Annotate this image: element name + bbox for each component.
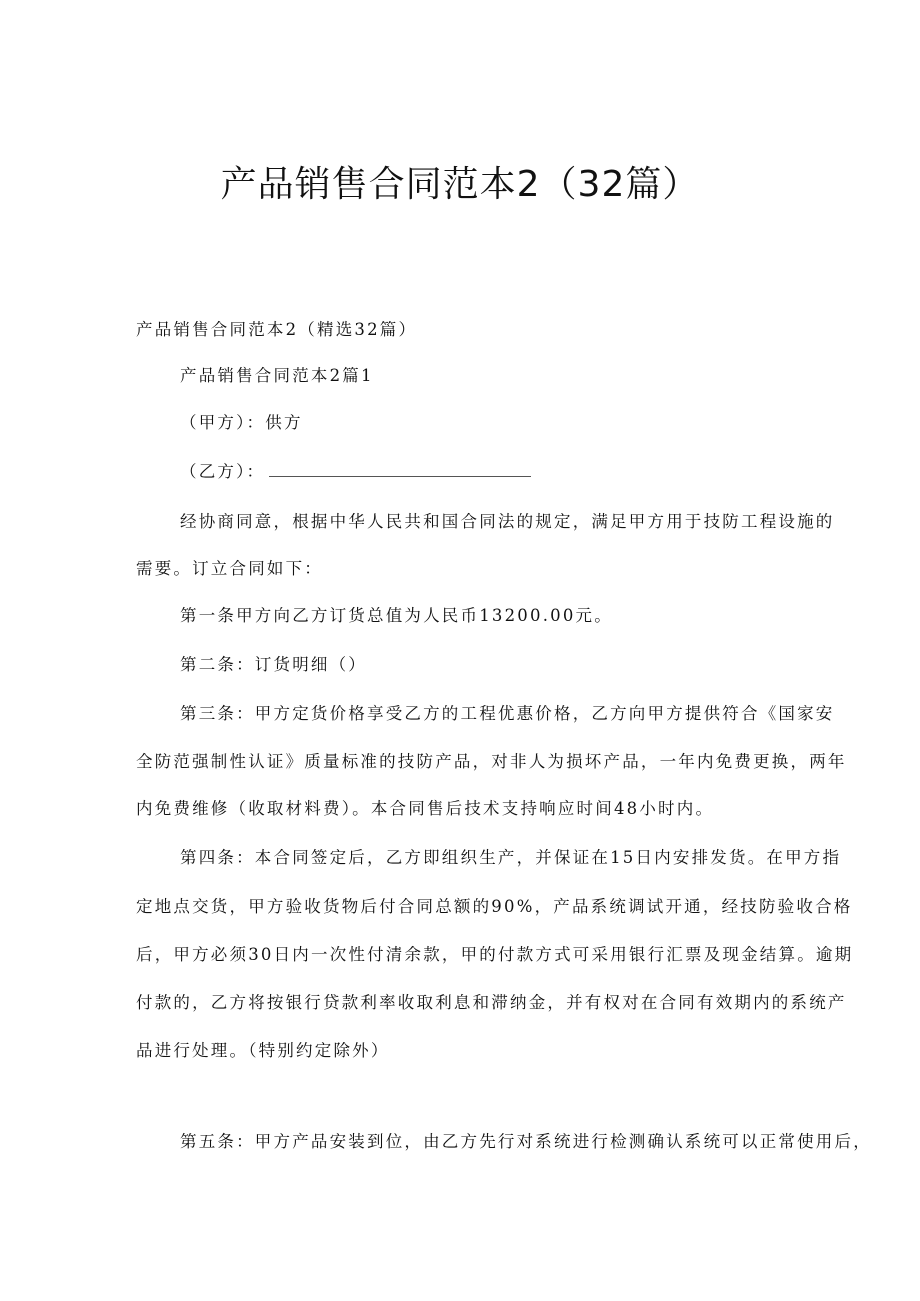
article-4-line-1: 第四条：本合同签定后，乙方即组织生产，并保证在15日内安排发货。在甲方指 — [180, 848, 842, 867]
intro-line-1: 经协商同意，根据中华人民共和国合同法的规定，满足甲方用于技防工程设施的 — [180, 512, 835, 531]
party-b-line — [180, 460, 531, 484]
article-3-line-3: 内免费维修（收取材料费）。本合同售后技术支持响应时间48小时内。 — [136, 799, 715, 818]
article-4-line-3: 后，甲方必须30日内一次性付清余款，甲的付款方式可采用银行汇票及现金结算。逾期 — [136, 945, 854, 964]
party-a-line: （甲方）：供方 — [180, 413, 303, 432]
article-1: 第一条甲方向乙方订货总值为人民币13200.00元。 — [180, 606, 613, 625]
article-3-line-2: 全防范强制性认证》质量标准的技防产品，对非人为损坏产品，一年内免费更换，两年 — [136, 752, 847, 771]
intro-line-2: 需要。订立合同如下： — [136, 559, 323, 578]
article-4-line-2: 定地点交货，甲方验收货物后付合同总额的90%，产品系统调试开通，经技防验收合格 — [136, 897, 853, 916]
section-heading: 产品销售合同范本2篇1 — [180, 366, 374, 385]
party-b-blank — [269, 462, 531, 477]
article-3-line-1: 第三条：甲方定货价格享受乙方的工程优惠价格，乙方向甲方提供符合《国家安 — [180, 704, 835, 723]
article-2: 第二条：订货明细（） — [180, 655, 367, 674]
document-subtitle: 产品销售合同范本2（精选32篇） — [136, 320, 418, 339]
article-4-line-5: 品进行处理。（特别约定除外） — [136, 1041, 390, 1060]
article-5-line-1: 第五条：甲方产品安装到位，由乙方先行对系统进行检测确认系统可以正常使用后， — [180, 1132, 872, 1151]
party-b-label: （乙方）： — [180, 462, 266, 481]
article-4-line-4: 付款的，乙方将按银行贷款利率收取利息和滞纳金，并有权对在合同有效期内的系统产 — [136, 993, 847, 1012]
document-title: 产品销售合同范本2（32篇） — [220, 164, 700, 205]
